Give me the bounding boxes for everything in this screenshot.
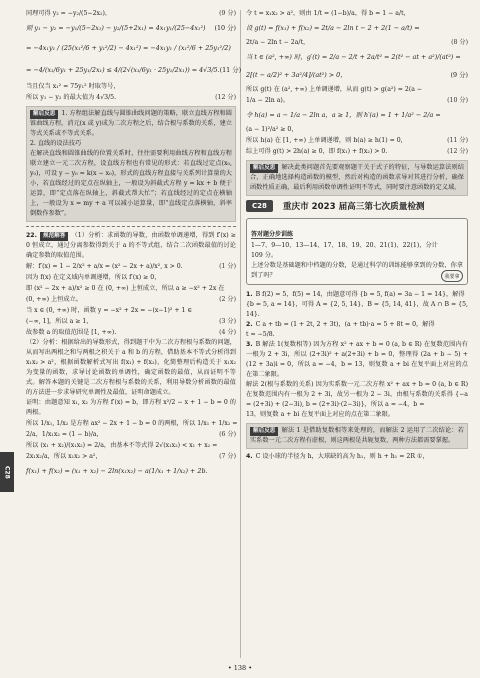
right-column — [246, 8, 468, 462]
left-column — [26, 8, 242, 480]
exam-header — [246, 200, 468, 212]
reflection-text: 解法 1 是借助复数相等来处理的，而解法 2 运用了二次结论：若实系数一元二次方程有虚根，则这两根是共轭复数，两种方法都需要掌握。 — [250, 427, 464, 444]
score-mark: (7 分) — [219, 453, 236, 460]
score-mark: (2 分) — [219, 296, 236, 303]
answer-1: 1. B f(2) = 5，f(5) = 14，由题意可得 {b = 5, f(a) = 3a − 1 = 14}，解得 — [246, 291, 465, 298]
notice-title: 答对题分步训练 — [251, 231, 294, 238]
score-mark: (11 分) — [219, 66, 242, 74]
question-number: 4. — [246, 453, 253, 460]
score-mark: (9 分) — [219, 10, 236, 17]
formula-line: f(x₁) + f(x₂) = (x₁ + x₂) − 2ln(x₁x₂) − a(1/x₁ + 1/x₂) + 2b. — [26, 467, 208, 475]
section-divider — [26, 226, 236, 227]
question-22-intro: 22. 规范解答 （1）分析：求函数的导数，由函数单调递增，得到 f′(x) ≥ 0 恒成立，通过分离参数得到关于 a 的不等式组，结合二次函数最值的讨论确定参数的取值范围。 — [26, 232, 236, 259]
formula-line: 令 h(a) = a − 1/a − 2ln a，a ≥ 1，则 h′(a) = 1 + 1/a² − 2/a = — [246, 111, 441, 119]
solution-line: 令 t = x₁x₂ > a²，则由 1/t = (1−b)/a，得 b = 1 − a/t， — [246, 10, 410, 17]
score-mark: (10 分) — [214, 24, 236, 32]
score-mark: (6 分) — [219, 431, 236, 438]
score-mark: (9 分) — [450, 71, 468, 79]
solution-line: 所以 1/x₁, 1/x₂ 是方程 ax² − 2x + 1 − b = 0 的两根，所以 1/x₁ + 1/x₂ = — [26, 420, 238, 427]
reflection-subtitle: 2. 直线的设法技巧 — [30, 140, 82, 147]
answer-3-method2-cont: 13，则复数 a + bi 在复平面上对应的点在第二象限。 — [246, 411, 395, 418]
analysis-paragraph: （2）分析：根据给出的导数形式，得到题干中为二次方程根与系数的问题，从而写出两根之和与两根之积关于 a 和 b 的方程，借助基本不等式分析得到 x₁x₂ > a²，根据函数解析式写出 f(x₁) + f(x₂)，化简整理后构造关于 x₁x₂ 为变量的函数，求导讨论函数的单调性，确定函数的最值，从而证明不等式。解答本题的关键是二次方程根与系数的关系，利用导数分析函数的最值的方法进一步求导研究单调性及最值，证明命题成立。 — [26, 339, 236, 396]
answer-2: 2. C a + tb = (1 + 2t, 2 + 3t)，(a + tb)·a = 5 + 8t = 0，解得 — [246, 321, 435, 328]
column-divider — [240, 10, 241, 658]
score-mark: (8 分) — [451, 39, 468, 46]
stamp-icon: 我要拿 — [441, 270, 463, 282]
reflection-text: 1. 方程组法解直线与圆锥曲线问题的策略，联立直线方程和圆锥曲线方程，消元(x 或 y)成为二次方程之后，结合根与系数的关系，建立等式关系或不等式关系。 — [30, 110, 232, 137]
formula-line: 则 y₁ − y₂ = −y₁/(5−2x₁) − y₂/(5+2x₁) = 4x₁y₁/(25−4x₁²) (10 分) — [26, 19, 236, 37]
reflection-box — [26, 106, 236, 222]
formula-line: 当 t ∈ (a², +∞) 时，g′(t) = 2/a − 2/t + 2a/t² = 2(t² − at + a²)/(at²) = — [246, 53, 461, 61]
solution-line: 1/a − 2ln a)。 (10 分) — [246, 97, 468, 104]
solution-line: 综上可得 g(t) > 2h(a) ≥ 0，即 f(x₁) + f(x₂) > 0. (12 分) — [246, 148, 468, 155]
exam-title: 重庆市 2023 届高三第七次质量检测 — [282, 202, 425, 212]
solution-line: 所以 y₁ − y₂ 的最大值为 4√3/5. (12 分) — [26, 94, 236, 101]
question-number: 22. — [26, 232, 37, 239]
solution-line: 故参数 a 的取值范围是 [1, +∞). (4 分) — [26, 329, 236, 336]
proof-paragraph: 证明：由题意知 x₁, x₂ 为方程 f′(x) = b，即方程 x²/2 − x + 1 − b = 0 的两根。 — [26, 399, 236, 416]
reflection-tag: 解后反思 — [250, 427, 278, 436]
reflection-box — [246, 423, 468, 449]
solution-line: 2t/a − 2ln t − 2a/t， (8 分) — [246, 39, 468, 46]
formula-line: 2[(t − a/2)² + 3a²/4]/(at²) > 0， (9 分) — [246, 66, 468, 84]
formula-line: = −4x₁y₁ / (25(x₁²/6 + y₁²/2) − 4x₁²) = −4x₁y₁ / (x₁²/6 + 25y₁²/2) — [26, 44, 231, 52]
chapter-side-tab: C28 — [0, 452, 14, 492]
answer-4: 4. C 设小球的半径为 h，大球缺的高为 h₁，则 h + h₁ = 2R ①， — [246, 453, 429, 460]
reflection-tag: 解后反思 — [250, 164, 278, 173]
answer-1-cont: {b = 5, a = 14}，可得 A = {2, 5, 14}，B = {5, 14, 41}，故 A ∩ B = {5, 14}. — [246, 301, 468, 318]
score-notice-box — [246, 218, 468, 285]
score-mark: (1 分) — [219, 263, 236, 270]
answer-2-cont: t = −5/8. — [246, 331, 275, 338]
question-number: 1. — [246, 291, 253, 298]
solution-line: (a − 1)²/a² ≥ 0， — [246, 126, 298, 133]
answer-3: 3. B 解法 1(复数相等) 因为方程 x² + ax + b = 0 (a, b ∈ R) 在复数范围内有一根为 2 + 3i，所以 (2+3i)² + a(2+3i) + b = 0，整理得 (2a + b − 5) + (12 + 3a)i = 0，所以 a = −4，b = 13，则复数 a + bi 在复平面上对应的点在第二象限。 — [246, 341, 468, 378]
solution-line: 所以 g(t) 在 (a², +∞) 上单调递增，从而 g(t) > g(a²) = 2(a − — [246, 86, 423, 93]
solution-line: 所以 (x₁ + x₂)/(x₁x₂) = 2/a，由基本不等式得 2√(x₁x₂) < x₁ + x₂ = — [26, 442, 218, 449]
question-number: 3. — [246, 341, 253, 348]
reflection-tag: 解后反思 — [30, 110, 58, 119]
notice-text: 109 分。 — [251, 252, 278, 259]
solution-line: 所以 h(a) 在 [1, +∞) 上单调递增，则 h(a) ≥ h(1) = 0， (11 分) — [246, 137, 468, 144]
solution-line: 因为 f(x) 在定义域内单调递增，所以 f′(x) ≥ 0， — [26, 274, 161, 281]
solution-line: 2/a，1/x₁x₂ = (1 − b)/a， (6 分) — [26, 431, 236, 438]
exam-badge: C28 — [246, 200, 273, 212]
reflection-box — [246, 160, 468, 196]
score-mark: (4 分) — [219, 329, 236, 336]
score-mark: (12 分) — [215, 94, 236, 101]
question-number: 2. — [246, 321, 253, 328]
reflection-text: 在解决直线和圆锥曲线的位置关系时，往往需要利用曲线方程和直线方程联立建立一元二次方程，设直线方程也有常见的形式：若直线过定点(x₀, y₀)，可设 y − y₀ = k(x − x₀)，形式的直线方程直接与关系列计算量的大小，若直线经过的定点在纵轴上，一般设为斜截式方程 y = kx + b 便于运算，即“定点落在纵轴上，斜截式帮大忙”；若直线经过的定点在横轴上，一般设为 x = my + a 可以减小运算量，即“直线定点落横轴，斜率倒数作参数”。 — [30, 150, 232, 217]
page-number: • 138 • — [227, 664, 253, 672]
reflection-text: 解决此类问题首先要观察题干关于式子的特征，与导数运算法则结合，正确地选择构造函数的模型，然后对构造的函数求导对其进行分析，确保函数性质正确，最后利用函数单调性证明不等式，同时要注意函数的定义域。 — [250, 164, 464, 191]
score-mark: (12 分) — [447, 148, 468, 155]
score-mark: (3 分) — [219, 318, 236, 325]
formula-line: 设 g(t) = f(x₁) + f(x₂) = 2t/a − 2ln t − 2 + 2(1 − a/t) = — [246, 24, 420, 32]
answer-3-method2: 解法 2(根与系数的关系) 因为实系数一元二次方程 x² + ax + b = 0 (a, b ∈ R) 在复数范围内有一根为 2 + 3i，故另一根为 2 − 3i，由根与系数的关系得 {−a = (2+3i) + (2−3i), b = (2+3i)·(2−3i)}，所以 a = −4，b = — [246, 381, 468, 408]
solution-line: 同理可得 y₂ = −y₂/(5−2x₂)， (9 分) — [26, 10, 236, 17]
solution-line: 当 x ∈ (0, +∞) 时，函数 y = −x² + 2x = −(x−1)² + 1 ∈ — [26, 307, 193, 314]
notice-text: 1—7、9—10、13—14、17、18、19、20、21(1)、22(1)，分计 — [251, 242, 438, 249]
solution-line: 当且仅当 x₁² = 75y₁² 时取等号， — [26, 83, 120, 90]
notice-text: 上述分数是基础题和中档题的分数，是通过科学的训练能够拿到的分数，你拿到了吗？ — [251, 262, 463, 279]
answer-tag: 规范解答 — [40, 232, 68, 241]
formula-line: = −4/(x₁/6y₁ + 25y₁/2x₁) ≤ 4/(2√(x₁/6y₁ · 25y₁/2x₁)) = 4√3/5. (11 分) — [26, 59, 236, 81]
solution-line: 解：f′(x) = 1 − 2/x² + a/x = (x² − 2x + a)/x², x > 0. (1 分) — [26, 263, 236, 270]
solution-line: 2x₁x₂/a，所以 x₁x₂ > a²， (7 分) — [26, 453, 236, 460]
solution-line: (−∞, 1]，所以 a ≥ 1， (3 分) — [26, 318, 236, 325]
solution-line: (0, +∞) 上恒成立。 (2 分) — [26, 296, 236, 303]
score-mark: (10 分) — [447, 97, 468, 104]
solution-line: 即 (x² − 2x + a)/x² ≥ 0 在 (0, +∞) 上恒成立，所以 a ≥ −x² + 2x 在 — [26, 285, 225, 292]
score-mark: (11 分) — [447, 137, 468, 144]
